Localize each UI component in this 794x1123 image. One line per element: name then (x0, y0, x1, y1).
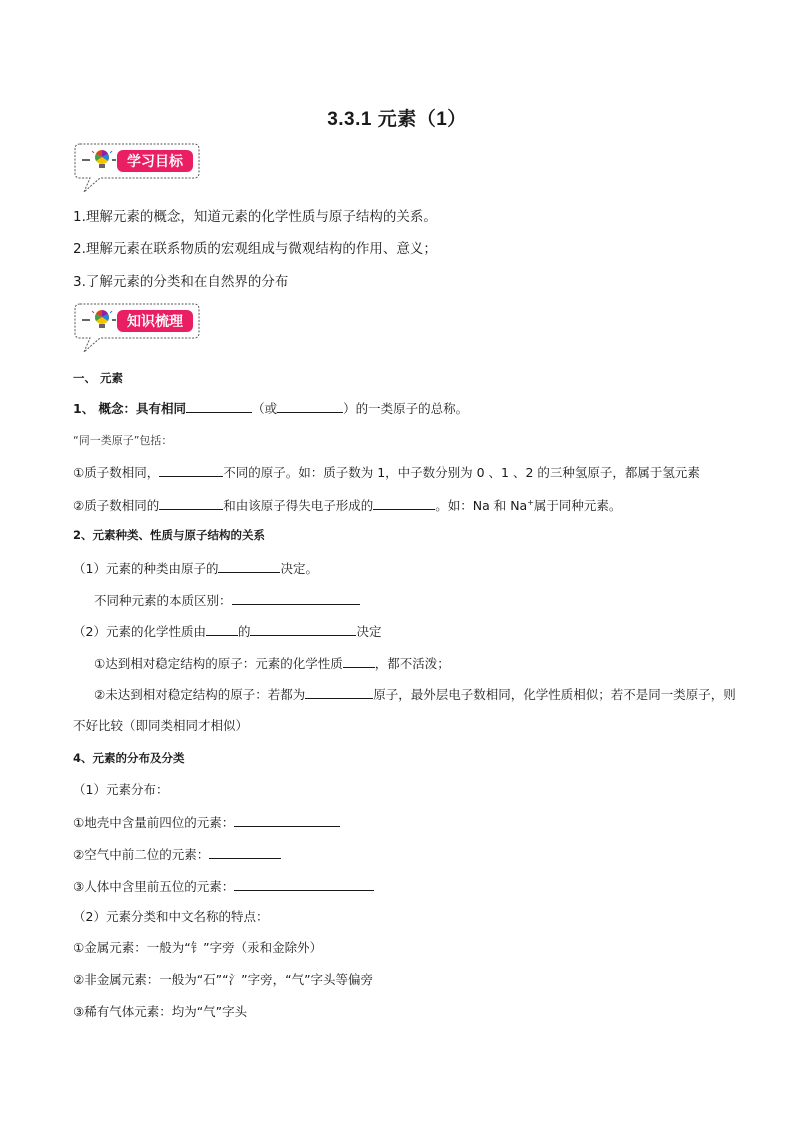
fill-blank[interactable] (232, 592, 360, 605)
page-title: 3.3.1 元素（1） (327, 109, 467, 130)
p1-diff-line: 不同种元素的本质区别： (94, 592, 360, 609)
fill-blank[interactable] (159, 464, 223, 477)
classification-2: ②非金属元素：一般为“石”“氵”字旁，“气”字头等偏旁 (73, 972, 374, 987)
fill-blank[interactable] (305, 686, 373, 699)
p2-item-2-continuation: 不好比较（即同类相同才相似） (73, 718, 249, 733)
classification-3: ③稀有气体元素：均为“气”字头 (73, 1004, 248, 1019)
objective-3: 3.了解元素的分类和在自然界的分布 (73, 274, 289, 290)
fill-blank[interactable] (159, 497, 223, 510)
distribution-3-line: ③人体中含里前五位的元素： (73, 878, 374, 895)
p2-item-2-line: ②未达到相对稳定结构的原子：若都为 原子，最外层电子数相同，化学性质相似；若不是同一类原子，则 (94, 687, 736, 702)
objective-1: 1.理解元素的概念，知道元素的化学性质与原子结构的关系。 (73, 209, 437, 225)
fill-blank[interactable] (234, 814, 340, 827)
p1-line: （1）元素的种类由原子的 决定。 (73, 561, 318, 576)
fill-blank[interactable] (373, 497, 435, 510)
distribution-1-line: ①地壳中含量前四位的元素： (73, 814, 340, 831)
item-1-line: ①质子数相同， 不同的原子。如：质子数为 1，中子数分别为 0 、1 、2 的三种氢原子，都属于氢元素 (73, 465, 700, 480)
section-2-heading: 2、元素种类、性质与原子结构的关系 (73, 528, 265, 542)
fill-blank[interactable] (250, 623, 356, 636)
fill-blank[interactable] (343, 655, 375, 668)
fill-blank[interactable] (209, 846, 281, 859)
fill-blank[interactable] (186, 400, 252, 413)
objective-2: 2.理解元素在联系物质的宏观组成与微观结构的作用、意义； (73, 241, 437, 257)
fill-blank[interactable] (234, 878, 374, 891)
concept-line: 1、 概念：具有相同 （或 ）的一类原子的总称。 (73, 401, 469, 416)
classification-heading: （2）元素分类和中文名称的特点： (73, 909, 269, 924)
item-2-line: ②质子数相同的 和由该原子得失电子形成的 。如：Na 和 Na+属于同种元素。 (73, 498, 622, 514)
p2-line: （2）元素的化学性质由 的 决定 (73, 624, 382, 639)
classification-1: ①金属元素：一般为“钅”字旁（汞和金除外） (73, 940, 323, 955)
learning-objectives-badge (72, 140, 202, 194)
svg-text:学习目标: 学习目标 (127, 154, 183, 170)
fill-blank[interactable] (277, 400, 343, 413)
p2-item-1-line: ①达到相对稳定结构的原子：元素的化学性质 ，都不活泼； (94, 656, 450, 671)
distribution-2-line: ②空气中前二位的元素： (73, 846, 281, 863)
fill-blank[interactable] (218, 560, 280, 573)
distribution-heading: （1）元素分布： (73, 782, 169, 797)
section-4-heading: 4、元素的分布及分类 (73, 751, 185, 765)
same-type-note: “同一类原子”包括： (73, 434, 173, 447)
svg-text:知识梳理: 知识梳理 (127, 314, 183, 330)
section-1-heading: 一、 元素 (73, 371, 124, 385)
fill-blank[interactable] (206, 623, 238, 636)
knowledge-review-badge (72, 300, 202, 354)
